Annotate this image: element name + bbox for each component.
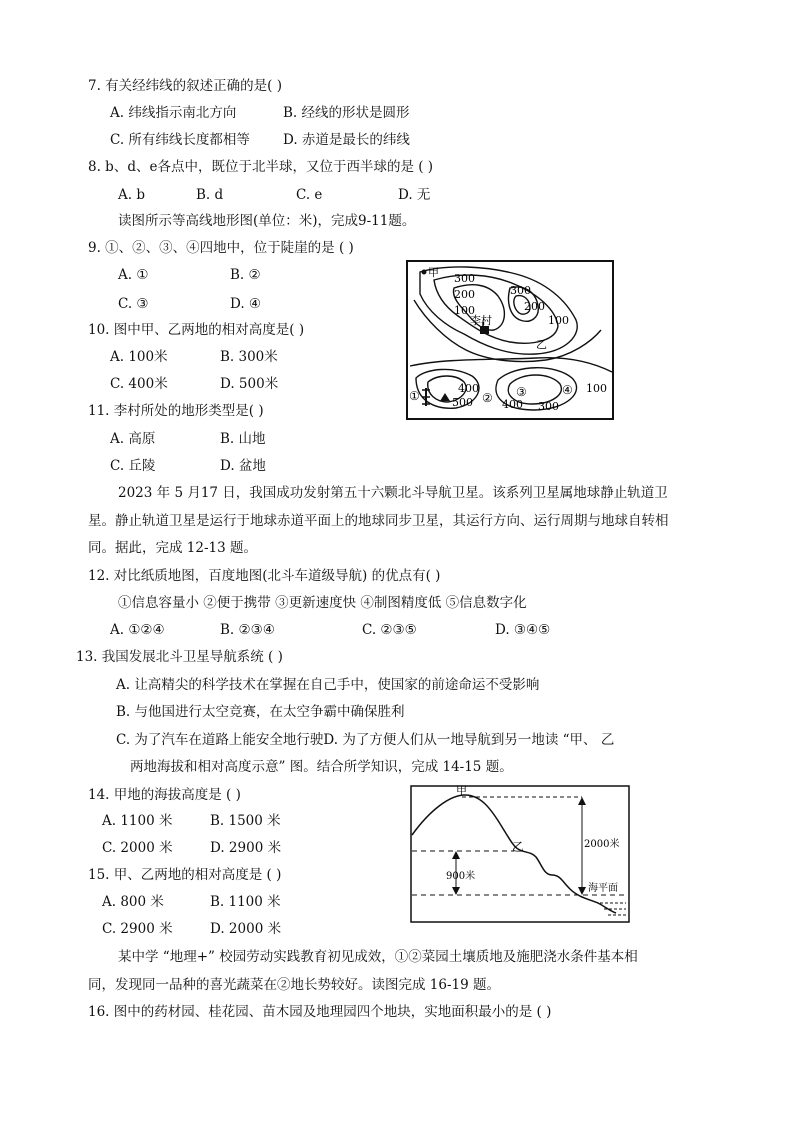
profile-label-900m: 900米 xyxy=(446,871,476,882)
passage-16-19-line-2: 同，发现同一品种的喜光蔬菜在②地长势较好。读图完成 16-19 题。 xyxy=(88,977,500,993)
contour-label-100c: 100 xyxy=(586,382,607,395)
q11-option-a: A. 高原 xyxy=(110,431,156,447)
q14-option-b: B. 1500 米 xyxy=(210,813,281,829)
q11-option-d: D. 盆地 xyxy=(220,458,266,474)
contour-label-300b: 300 xyxy=(510,284,531,297)
q13-option-b: B. 与他国进行太空竞赛，在太空争霸中确保胜利 xyxy=(116,704,405,720)
contour-label-400a: 400 xyxy=(458,382,479,395)
passage-16-19-line-1: 某中学 “地理+” 校园劳动实践教育初见成效，①②菜园土壤质地及施肥浇水条件基本相 xyxy=(118,949,638,965)
question-14-stem: 14. 甲地的海拔高度是 ( ) xyxy=(88,787,241,803)
question-9-stem: 9. ①、②、③、④四地中，位于陡崖的是 ( ) xyxy=(88,240,354,256)
question-10-stem: 10. 图中甲、乙两地的相对高度是( ) xyxy=(88,322,305,338)
q9-option-c: C. ③ xyxy=(118,296,149,312)
q9-option-b: B. ② xyxy=(230,267,261,283)
q15-option-c: C. 2900 米 xyxy=(102,921,173,937)
q7-option-a: A. 纬线指示南北方向 xyxy=(110,105,237,121)
question-11-stem: 11. 李村所处的地形类型是( ) xyxy=(88,403,264,419)
q10-option-b: B. 300米 xyxy=(220,349,278,365)
contour-label-100a: 100 xyxy=(454,304,475,317)
q14-option-c: C. 2000 米 xyxy=(102,840,173,856)
q12-option-c: C. ②③⑤ xyxy=(362,622,417,638)
passage-12-13-line-1: 2023 年 5 月17 日，我国成功发射第五十六颗北斗导航卫星。该系列卫星属地球静止轨道卫 xyxy=(118,485,668,501)
q11-option-b: B. 山地 xyxy=(220,431,266,447)
q8-option-a: A. b xyxy=(118,187,145,203)
q11-option-c: C. 丘陵 xyxy=(110,458,156,474)
q9-option-a: A. ① xyxy=(118,267,149,283)
q10-option-d: D. 500米 xyxy=(220,376,279,392)
contour-label-300c: 300 xyxy=(538,400,559,413)
question-15-stem: 15. 甲、乙两地的相对高度是 ( ) xyxy=(88,867,282,883)
question-12-stem: 12. 对比纸质地图，百度地图(北斗车道级导航) 的优点有( ) xyxy=(88,568,441,584)
q15-option-d: D. 2000 米 xyxy=(210,921,282,937)
q7-option-c: C. 所有纬线长度都相等 xyxy=(110,132,250,148)
contour-label-300a: 300 xyxy=(454,272,475,285)
q14-option-a: A. 1100 米 xyxy=(102,813,173,829)
question-16-stem: 16. 图中的药材园、桂花园、苗木园及地理园四个地块，实地面积最小的是 ( ) xyxy=(88,1004,552,1020)
q12-option-d: D. ③④⑤ xyxy=(495,622,551,638)
q7-option-d: D. 赤道是最长的纬线 xyxy=(283,132,410,148)
profile-label-yi: 乙 xyxy=(512,840,525,854)
profile-label-jia: 甲 xyxy=(456,785,467,797)
map-point-2: ② xyxy=(482,391,493,405)
contour-map xyxy=(406,260,614,420)
q8-option-c: C. e xyxy=(296,187,323,203)
q13-option-c-d: C. 为了汽车在道路上能安全地行驶D. 为了方便人们从一地导航到另一地读 “甲、 乙 xyxy=(116,732,615,748)
map-label-yi: 乙 xyxy=(536,338,547,351)
map-label-jia: 甲 xyxy=(428,266,439,279)
profile-label-2000m: 2000米 xyxy=(584,839,620,850)
q8-option-b: B. d xyxy=(196,187,224,203)
question-13-stem: 13. 我国发展北斗卫星导航系统 ( ) xyxy=(76,649,283,665)
q14-option-d: D. 2900 米 xyxy=(210,840,282,856)
contour-label-500a: 500 xyxy=(452,396,473,409)
map-point-4: ④ xyxy=(562,383,573,397)
q12-items: ①信息容量小 ②便于携带 ③更新速度快 ④制图精度低 ⑤信息数字化 xyxy=(118,595,527,611)
map-point-3: ③ xyxy=(516,385,527,399)
map-point-1: ① xyxy=(409,389,420,403)
q7-option-b: B. 经线的形状是圆形 xyxy=(283,105,410,121)
passage-12-13-line-2: 星。静止轨道卫星是运行于地球赤道平面上的地球同步卫星，其运行方向、运行周期与地球自转相 xyxy=(88,513,669,529)
q12-option-a: A. ①②④ xyxy=(110,622,165,638)
map-label-licun: 李村 xyxy=(470,314,492,327)
q12-option-b: B. ②③④ xyxy=(220,622,275,638)
contour-label-100b: 100 xyxy=(548,314,569,327)
q13-option-a: A. 让高精尖的科学技术在掌握在自己手中，使国家的前途命运不受影响 xyxy=(116,677,540,693)
elevation-profile-figure xyxy=(410,785,630,923)
q8-option-d: D. 无 xyxy=(398,187,431,203)
q15-option-a: A. 800 米 xyxy=(102,894,164,910)
q15-option-b: B. 1100 米 xyxy=(210,894,281,910)
q10-option-a: A. 100米 xyxy=(110,349,168,365)
contour-label-400b: 400 xyxy=(502,398,523,411)
intro-9-11: 读图所示等高线地形图(单位：米)，完成9-11题。 xyxy=(118,213,416,229)
profile-label-sea-level: 海平面 xyxy=(588,883,618,894)
passage-12-13-line-3: 同。据此，完成 12-13 题。 xyxy=(88,540,258,556)
question-8-stem: 8. b、d、e各点中，既位于北半球，又位于西半球的是 ( ) xyxy=(88,159,434,175)
contour-label-200b: 200 xyxy=(524,300,545,313)
q13-continuation: 两地海拔和相对高度示意” 图。结合所学知识，完成 14-15 题。 xyxy=(130,759,513,775)
contour-label-200a: 200 xyxy=(454,288,475,301)
question-7-stem: 7. 有关经纬线的叙述正确的是( ) xyxy=(88,78,282,94)
q9-option-d: D. ④ xyxy=(230,296,262,312)
q10-option-c: C. 400米 xyxy=(110,376,168,392)
